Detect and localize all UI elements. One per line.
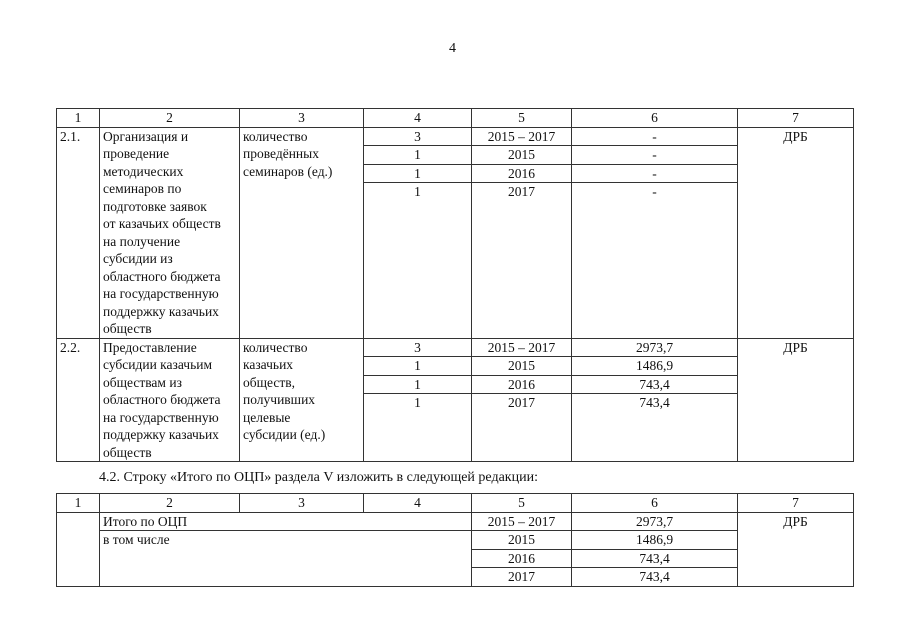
column-header: 5 [472,109,572,128]
period: 2016 [472,549,572,568]
funding-amount: 1486,9 [572,357,738,376]
table-row [57,127,854,146]
funding-amount: 743,4 [572,549,738,568]
period: 2015 – 2017 [472,512,572,531]
column-header: 5 [472,494,572,513]
funding-amount: 743,4 [572,568,738,587]
total-funding-table [56,493,854,587]
table-row [57,338,854,357]
column-header: 2 [100,109,240,128]
column-header: 7 [738,494,854,513]
period: 2016 [472,164,572,183]
executor: ДРБ [738,127,854,338]
column-header: 6 [572,494,738,513]
executor: ДРБ [738,512,854,586]
column-header: 4 [364,494,472,513]
column-header: 4 [364,109,472,128]
column-header: 1 [57,494,100,513]
column-header: 3 [240,109,364,128]
total-label: Итого по ОЦП [100,512,472,531]
activity-name: Предоставление субсидии казачьим обществам из областного бюджета на государственную поддержку казачьих обществ [100,338,240,462]
column-header: 6 [572,109,738,128]
funding-amount: 2973,7 [572,338,738,357]
page-number: 4 [449,41,456,56]
empty-cell [57,512,100,586]
indicator-name: количество проведённых семинаров (ед.) [240,127,364,338]
indicator-value: 1 [364,357,472,376]
period: 2015 [472,146,572,165]
indicator-value: 3 [364,127,472,146]
funding-amount: 743,4 [572,394,738,462]
column-header: 7 [738,109,854,128]
funding-amount: - [572,127,738,146]
period: 2015 [472,531,572,550]
funding-amount: 743,4 [572,375,738,394]
period: 2015 – 2017 [472,338,572,357]
funding-amount: 2973,7 [572,512,738,531]
period: 2016 [472,375,572,394]
period: 2017 [472,183,572,339]
indicator-value: 1 [364,146,472,165]
table-header-row [57,494,854,513]
row-number: 2.2. [57,338,100,462]
table-row [57,531,854,550]
funding-amount: - [572,183,738,339]
indicator-value: 1 [364,183,472,339]
period: 2015 [472,357,572,376]
indicator-value: 1 [364,375,472,394]
indicator-value: 1 [364,394,472,462]
indicator-value: 3 [364,338,472,357]
table-header-row [57,109,854,128]
funding-amount: - [572,146,738,165]
amendment-paragraph: 4.2. Строку «Итого по ОЦП» раздела V изложить в следующей редакции: [99,470,538,485]
table-row [57,512,854,531]
funding-amount: - [572,164,738,183]
funding-amount: 1486,9 [572,531,738,550]
column-header: 2 [100,494,240,513]
activity-name: Организация и проведение методических семинаров по подготовке заявок от казачьих обществ на получение субсидии из областного бюджета на государственную поддержку казачьих обществ [100,127,240,338]
program-activities-table [56,108,854,462]
indicator-name: количество казачьих обществ, получивших целевые субсидии (ед.) [240,338,364,462]
column-header: 3 [240,494,364,513]
period: 2017 [472,568,572,587]
including-label: в том числе [100,531,472,587]
column-header: 1 [57,109,100,128]
period: 2015 – 2017 [472,127,572,146]
indicator-value: 1 [364,164,472,183]
executor: ДРБ [738,338,854,462]
row-number: 2.1. [57,127,100,338]
period: 2017 [472,394,572,462]
